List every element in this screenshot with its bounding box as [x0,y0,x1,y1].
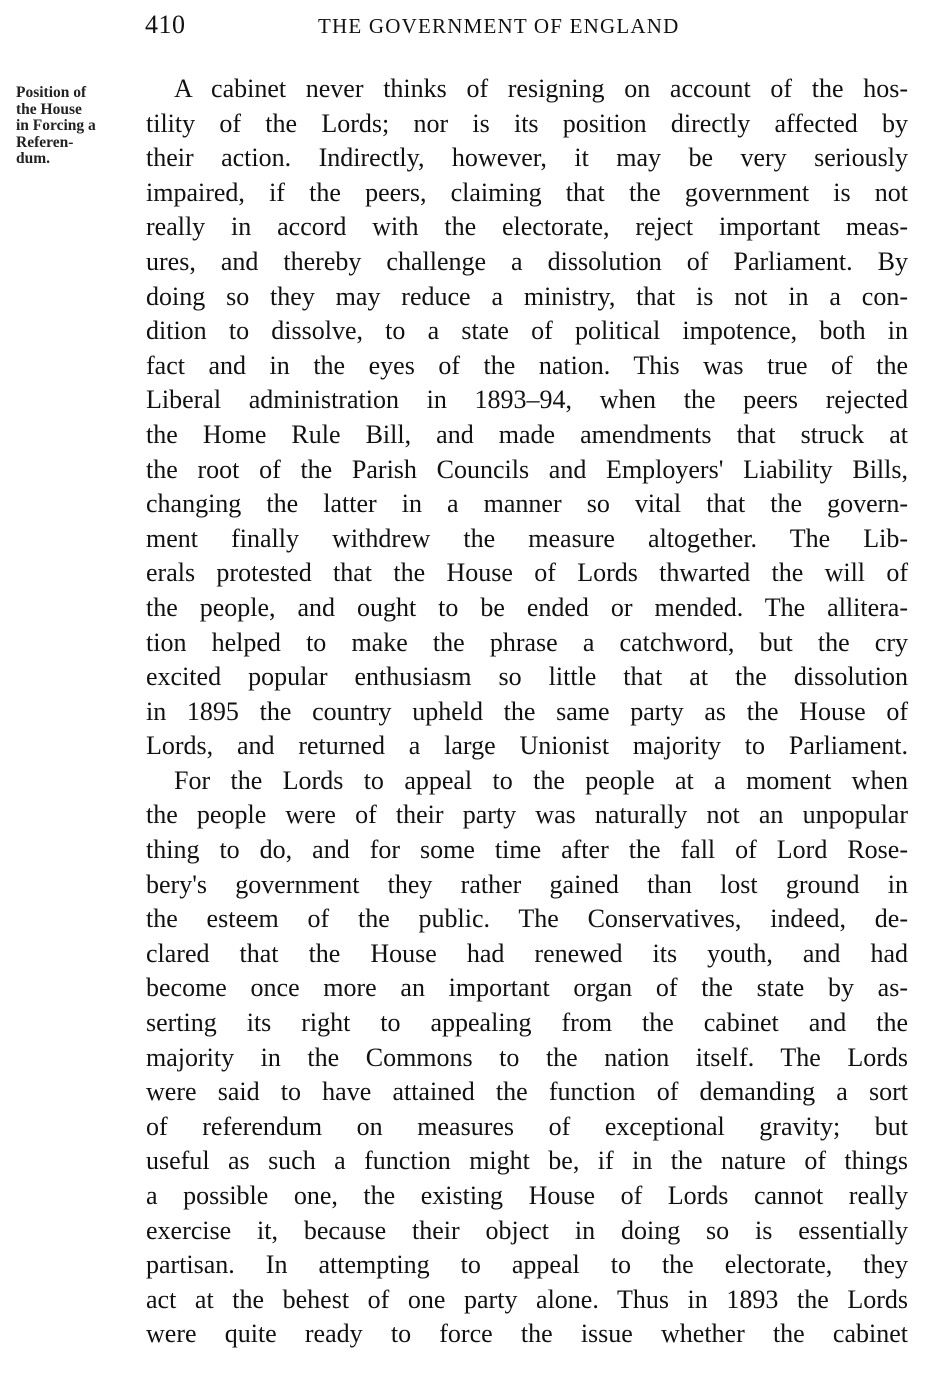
text-line: act at the behest of one party alone. Thus in 1893 the Lords [146,1284,908,1314]
text-line: ment finally withdrew the measure altogether. The Lib- [146,523,908,553]
text-line: the people were of their party was naturally not an unpopular [146,800,908,830]
text-line: in 1895 the country upheld the same party as the House of [146,696,908,726]
text-line: tion helped to make the phrase a catchword, but the cry [146,627,908,657]
text-line: clared that the House had renewed its youth, and had [146,938,908,968]
text-line: ures, and thereby challenge a dissolution of Parliament. By [146,246,908,276]
text-line: dition to dissolve, to a state of political impotence, both in [146,316,908,346]
text-line: the Home Rule Bill, and made amendments that struck at [146,419,908,449]
text-line: were quite ready to force the issue whether the cabinet [146,1319,908,1349]
text-line: their action. Indirectly, however, it may be very seriously [146,143,908,173]
text-line: thing to do, and for some time after the fall of Lord Rose- [146,835,908,865]
body-text [146,72,908,1352]
text-line: partisan. In attempting to appeal to the electorate, they [146,1250,908,1280]
margin-note-line: Referen- [16,133,74,151]
running-head: THE GOVERNMENT OF ENGLAND [318,14,680,38]
text-line: tility of the Lords; nor is its position directly affected by [146,108,908,138]
text-line: excited popular enthusiasm so little that at the dissolution [146,662,908,692]
text-line: really in accord with the electorate, reject important meas- [146,212,908,242]
margin-note [16,85,141,168]
text-line: changing the latter in a manner so vital that the govern- [146,489,908,519]
text-line: impaired, if the peers, claiming that the government is not [146,177,908,207]
text-line: were said to have attained the function of demanding a sort [146,1077,908,1107]
text-line: exercise it, because their object in doing so is essentially [146,1215,908,1245]
paragraph-2 [146,764,908,1352]
text-line: of referendum on measures of exceptional gravity; but [146,1111,908,1141]
text-line: Lords, and returned a large Unionist majority to Parliament. [146,731,908,761]
text-line: the people, and ought to be ended or mended. The allitera- [146,592,908,622]
text-line: the esteem of the public. The Conservatives, indeed, de- [146,904,908,934]
paragraph-1 [146,72,908,764]
text-line: A cabinet never thinks of resigning on account of the hos- [174,74,908,103]
margin-note-line: the House [16,100,82,118]
text-line: serting its right to appealing from the cabinet and the [146,1008,908,1038]
text-line: useful as such a function might be, if in the nature of things [146,1146,908,1176]
text-line: the root of the Parish Councils and Employers' Liability Bills, [146,454,908,484]
text-line: erals protested that the House of Lords thwarted the will of [146,558,908,588]
page-header [0,6,931,42]
page-number: 410 [145,10,186,39]
margin-note-line: in Forcing a [16,117,96,134]
text-line: become once more an important organ of the state by as- [146,973,908,1003]
text-line: bery's government they rather gained than lost ground in [146,869,908,899]
margin-note-line: Position of [16,84,87,101]
text-line: Liberal administration in 1893–94, when the peers rejected [146,385,908,415]
text-line: doing so they may reduce a ministry, that is not in a con- [146,281,908,311]
text-line: a possible one, the existing House of Lords cannot really [146,1181,908,1210]
text-line: majority in the Commons to the nation itself. The Lords [146,1042,908,1072]
text-line: fact and in the eyes of the nation. This was true of the [146,350,908,380]
text-line: For the Lords to appeal to the people at a moment when [174,765,908,795]
margin-note-line: dum. [16,150,51,167]
